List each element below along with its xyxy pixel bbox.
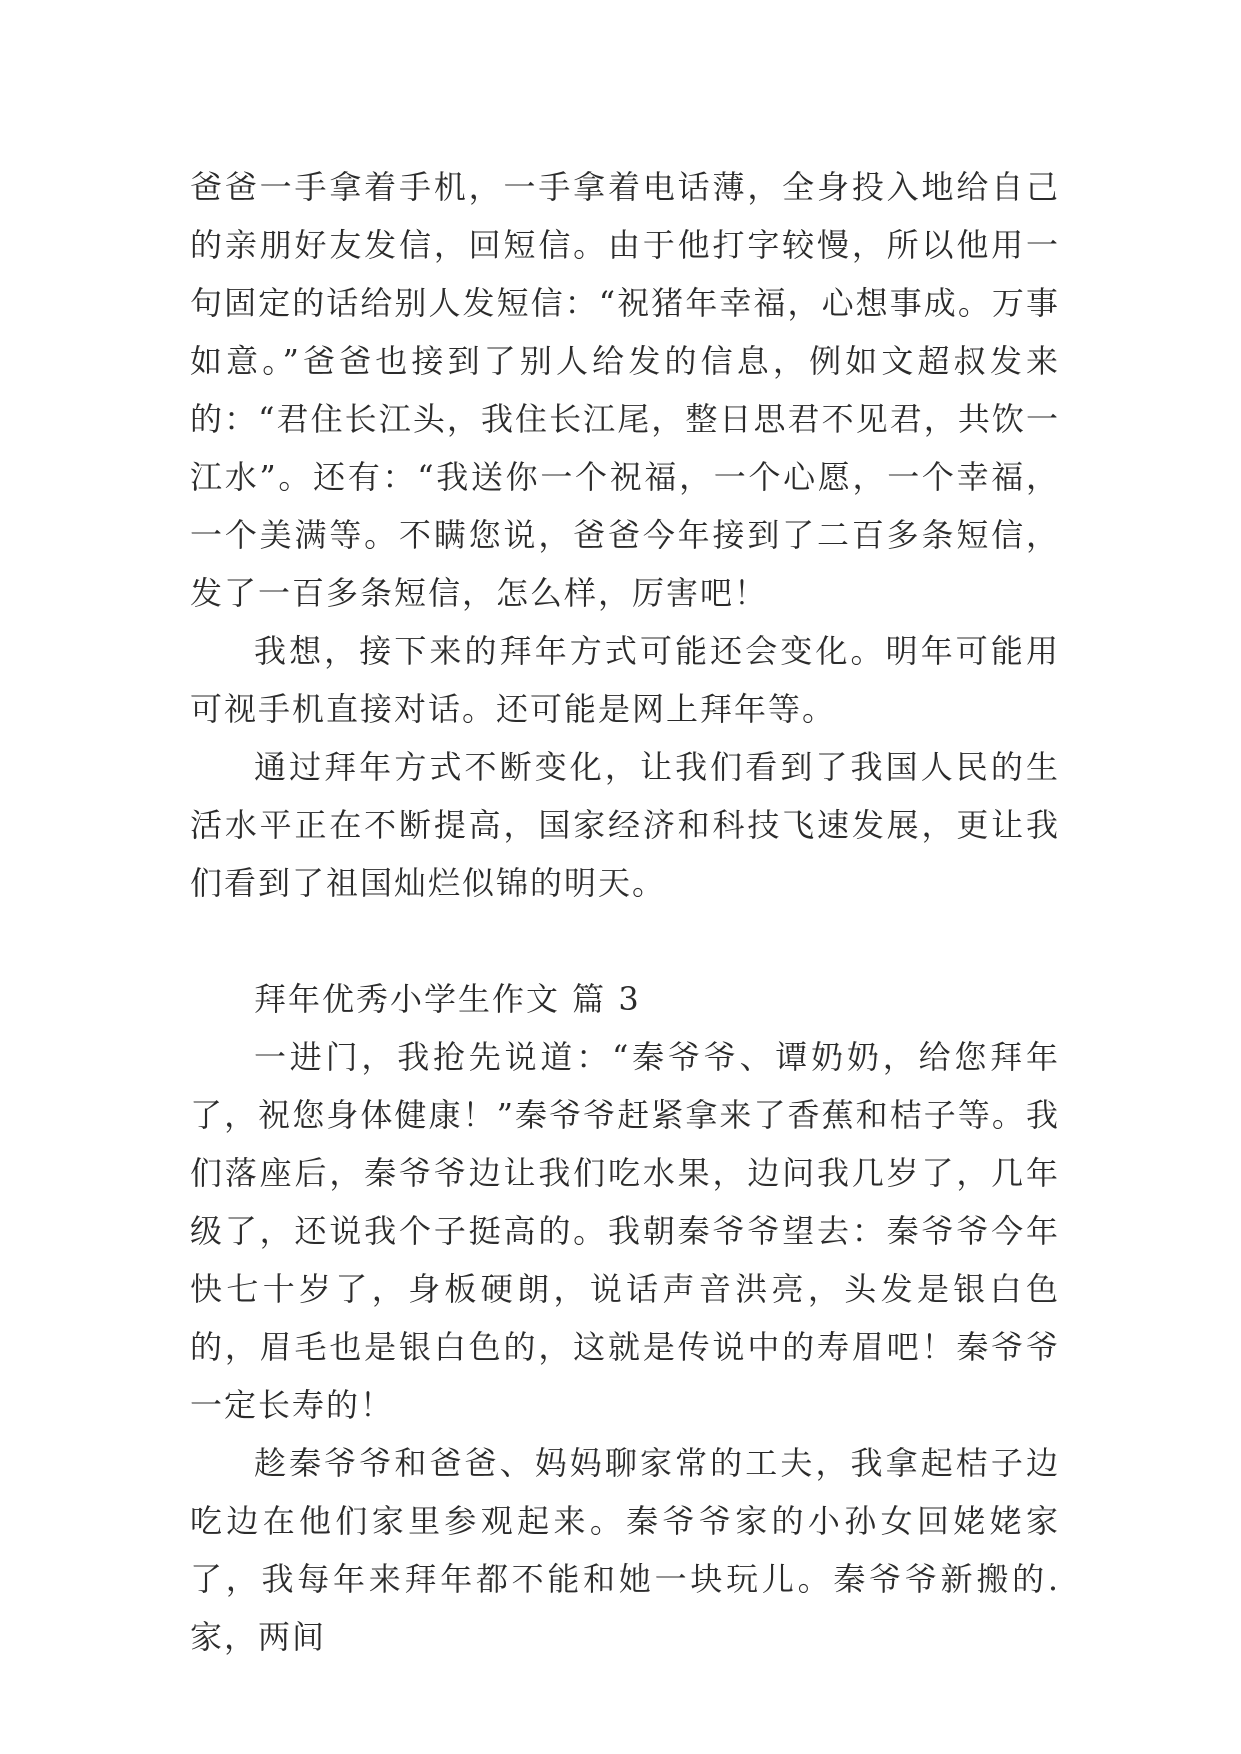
paragraph-tour-house: 趁秦爷爷和爸爸、妈妈聊家常的工夫，我拿起桔子边吃边在他们家里参观起来。秦爷爷家的小孙女回姥姥家了，我每年来拜年都不能和她一块玩儿。秦爷爷新搬的.家，两间 [190, 1444, 1060, 1656]
section-spacer [190, 912, 1060, 970]
paragraph-future-greetings: 我想，接下来的拜年方式可能还会变化。明年可能用可视手机直接对话。还可能是网上拜年等。 [190, 632, 1060, 728]
paragraph-visit-grandpa: 一进门，我抢先说道：“秦爷爷、谭奶奶，给您拜年了，祝您身体健康！”秦爷爷赶紧拿来了香蕉和桔子等。我们落座后，秦爷爷边让我们吃水果，边问我几岁了，几年级了，还说我个子挺高的。我朝秦爷爷望去：秦爷爷今年快七十岁了，身板硬朗，说话声音洪亮，头发是银白色的，眉毛也是银白色的，这就是传说中的寿眉吧！秦爷爷一定长寿的！ [190, 1038, 1060, 1424]
document-body [190, 158, 1060, 1666]
section-heading: 拜年优秀小学生作文 篇 3 [254, 980, 641, 1018]
paragraph-conclusion: 通过拜年方式不断变化，让我们看到了我国人民的生活水平正在不断提高，国家经济和科技飞速发展，更让我们看到了祖国灿烂似锦的明天。 [190, 748, 1060, 902]
paragraph-phone-greetings: 爸爸一手拿着手机，一手拿着电话薄，全身投入地给自己的亲朋好友发信，回短信。由于他打字较慢，所以他用一句固定的话给别人发短信：“祝猪年幸福，心想事成。万事如意。”爸爸也接到了别人给发的信息，例如文超叔发来的：“君住长江头，我住长江尾，整日思君不见君，共饮一江水”。还有：“我送你一个祝福，一个心愿，一个幸福，一个美满等。不瞒您说，爸爸今年接到了二百多条短信，发了一百多条短信，怎么样，厉害吧！ [190, 168, 1060, 612]
